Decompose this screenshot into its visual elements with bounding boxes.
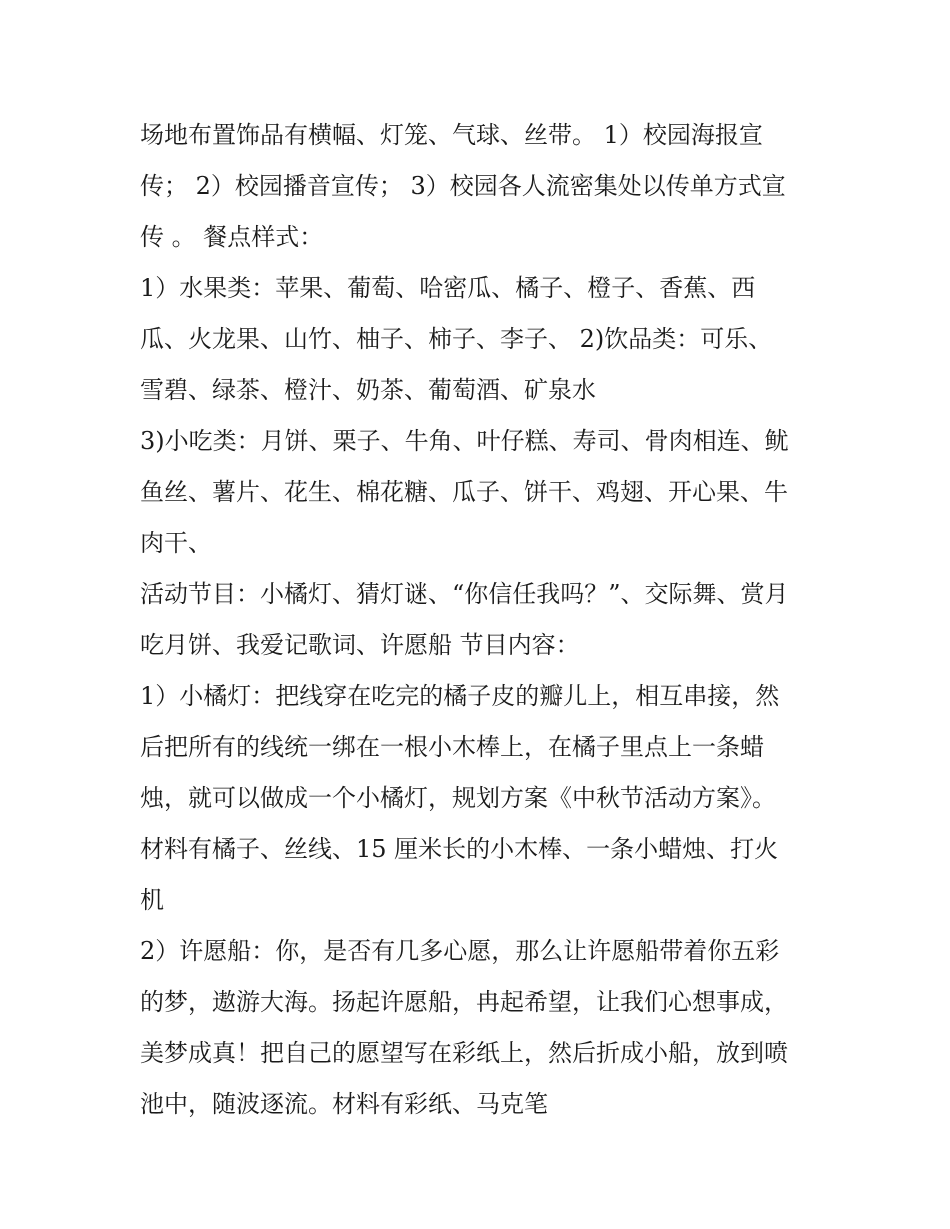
text-line-9: 肉干、 (140, 529, 212, 557)
text-line-20: 池中，随波逐流。材料有彩纸、马克笔 (140, 1090, 548, 1118)
text-line-3: 传 。 餐点样式： (140, 223, 324, 251)
text-line-13: 后把所有的线统一绑在一根小木棒上，在橘子里点上一条蜡 (140, 733, 764, 761)
text-line-17: 2）许愿船：你，是否有几多心愿，那么让许愿船带着你五彩 (140, 937, 780, 965)
text-line-19: 美梦成真！把自己的愿望写在彩纸上，然后折成小船，放到喷 (140, 1039, 788, 1067)
text-line-1: 场地布置饰品有横幅、灯笼、气球、丝带。 1）校园海报宣 (140, 121, 763, 149)
text-line-15: 材料有橘子、丝线、15 厘米长的小木棒、一条小蜡烛、打火 (140, 835, 779, 863)
text-line-4: 1）水果类：苹果、葡萄、哈密瓜、橘子、橙子、香蕉、西 (140, 274, 756, 302)
text-line-2: 传； 2）校园播音宣传； 3）校园各人流密集处以传单方式宣 (140, 172, 786, 200)
text-line-7: 3)小吃类：月饼、栗子、牛角、叶仔糕、寿司、骨肉相连、鱿 (140, 427, 789, 455)
text-line-6: 雪碧、绿茶、橙汁、奶茶、葡萄酒、矿泉水 (140, 376, 596, 404)
text-line-8: 鱼丝、薯片、花生、棉花糖、瓜子、饼干、鸡翅、开心果、牛 (140, 478, 788, 506)
text-line-14: 烛，就可以做成一个小橘灯，规划方案《中秋节活动方案》。 (140, 784, 776, 812)
document-body (140, 110, 820, 1130)
text-line-18: 的梦，遨游大海。扬起许愿船，冉起希望，让我们心想事成， (140, 988, 788, 1016)
text-line-5: 瓜、火龙果、山竹、柚子、柿子、李子、 2)饮品类：可乐、 (140, 325, 773, 353)
text-line-16: 机 (140, 886, 164, 914)
text-line-10: 活动节目：小橘灯、猜灯谜、“你信任我吗？”、交际舞、赏月 (140, 580, 789, 608)
text-line-11: 吃月饼、我爱记歌词、许愿船 节目内容： (140, 631, 580, 659)
text-line-12: 1）小橘灯：把线穿在吃完的橘子皮的瓣儿上，相互串接，然 (140, 682, 780, 710)
